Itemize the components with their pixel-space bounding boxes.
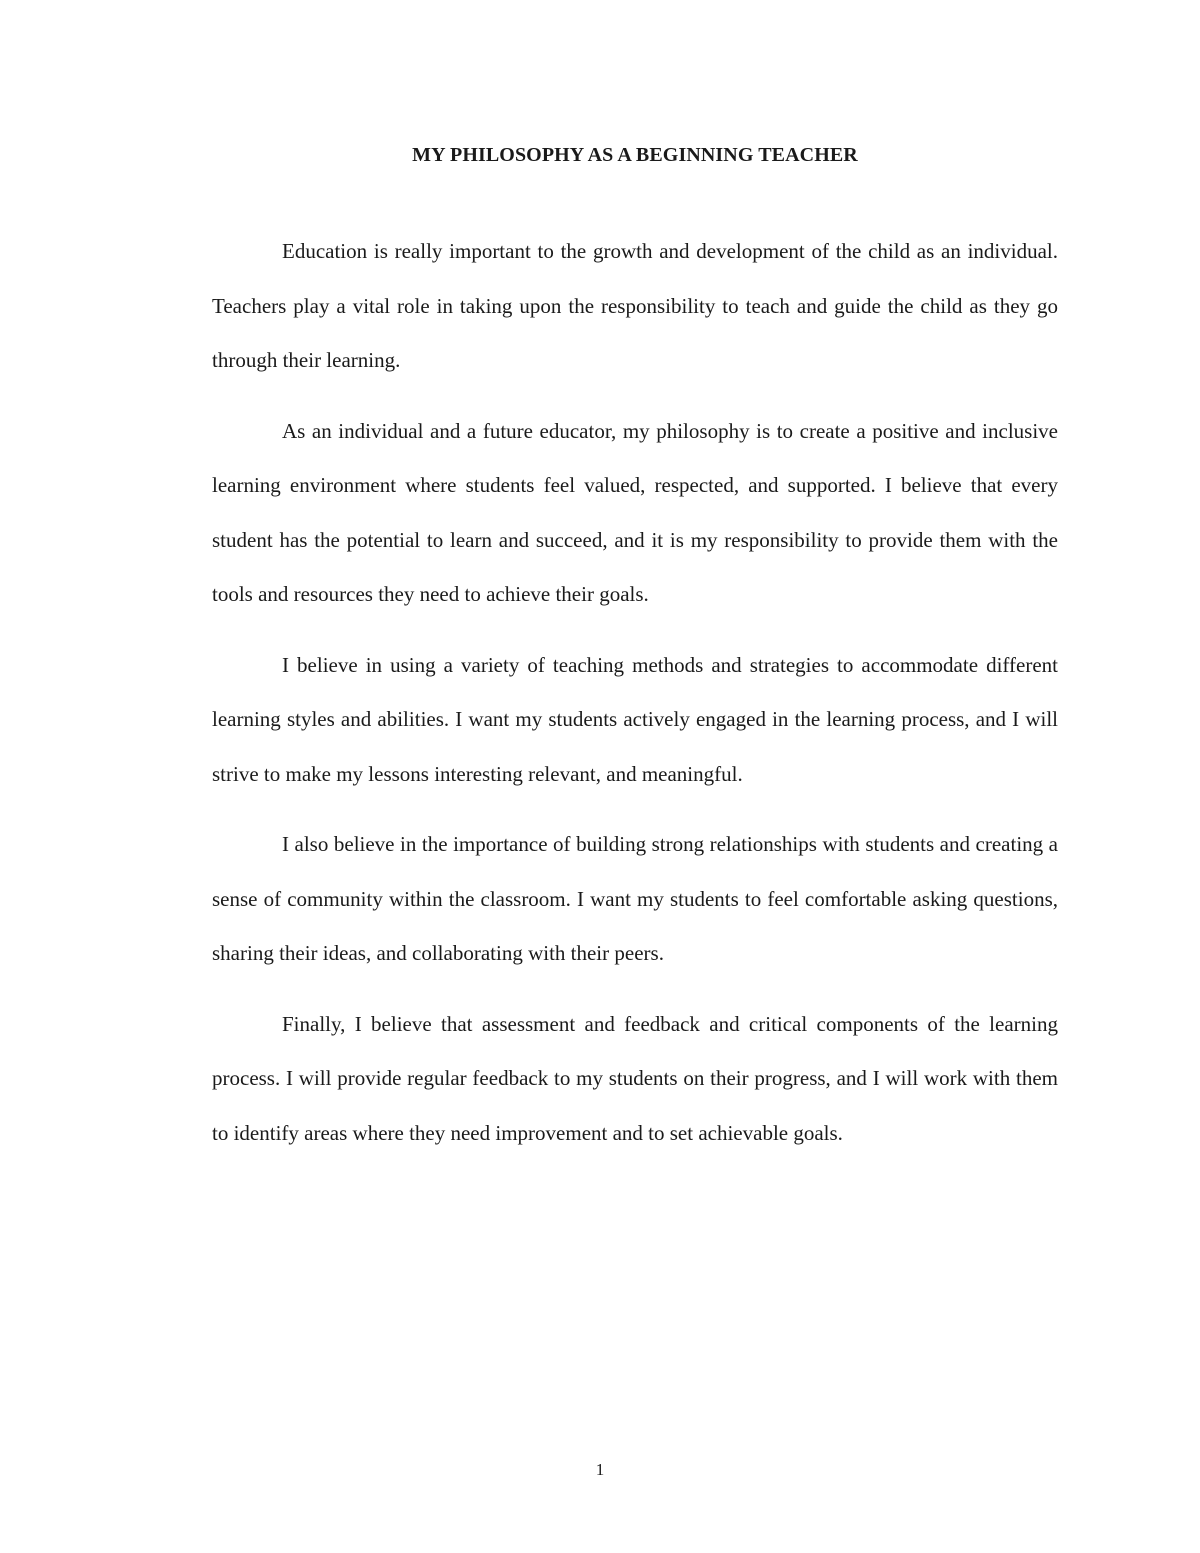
paragraph-philosophy: As an individual and a future educator, my philosophy is to create a positive and inclusive learning environment where students feel valued, respected, and supported. I believe that every student has the potential to learn and succeed, and it is my responsibility to provide them with the tools and resources they need to achieve their goals. xyxy=(212,418,1058,606)
paragraph-teaching-methods: I believe in using a variety of teaching methods and strategies to accommodate different learning styles and abilities. I want my students actively engaged in the learning process, and I will strive to make my lessons interesting relevant, and meaningful. xyxy=(212,652,1058,786)
document-body xyxy=(212,224,1058,1176)
paragraph-relationships: I also believe in the importance of building strong relationships with students and creating a sense of community within the classroom. I want my students to feel comfortable asking questions, sharing their ideas, and collaborating with their peers. xyxy=(212,832,1058,965)
paragraph-assessment: Finally, I believe that assessment and feedback and critical components of the learning process. I will provide regular feedback to my students on their progress, and I will work with them to identify areas where they need improvement and to set achievable goals. xyxy=(212,1011,1058,1145)
document-title: MY PHILOSOPHY AS A BEGINNING TEACHER xyxy=(412,144,858,166)
paragraph-intro: Education is really important to the growth and development of the child as an individual. Teachers play a vital role in taking upon the responsibility to teach and guide the child as they go through their learning. xyxy=(212,239,1058,372)
page-number: 1 xyxy=(595,1460,605,1479)
